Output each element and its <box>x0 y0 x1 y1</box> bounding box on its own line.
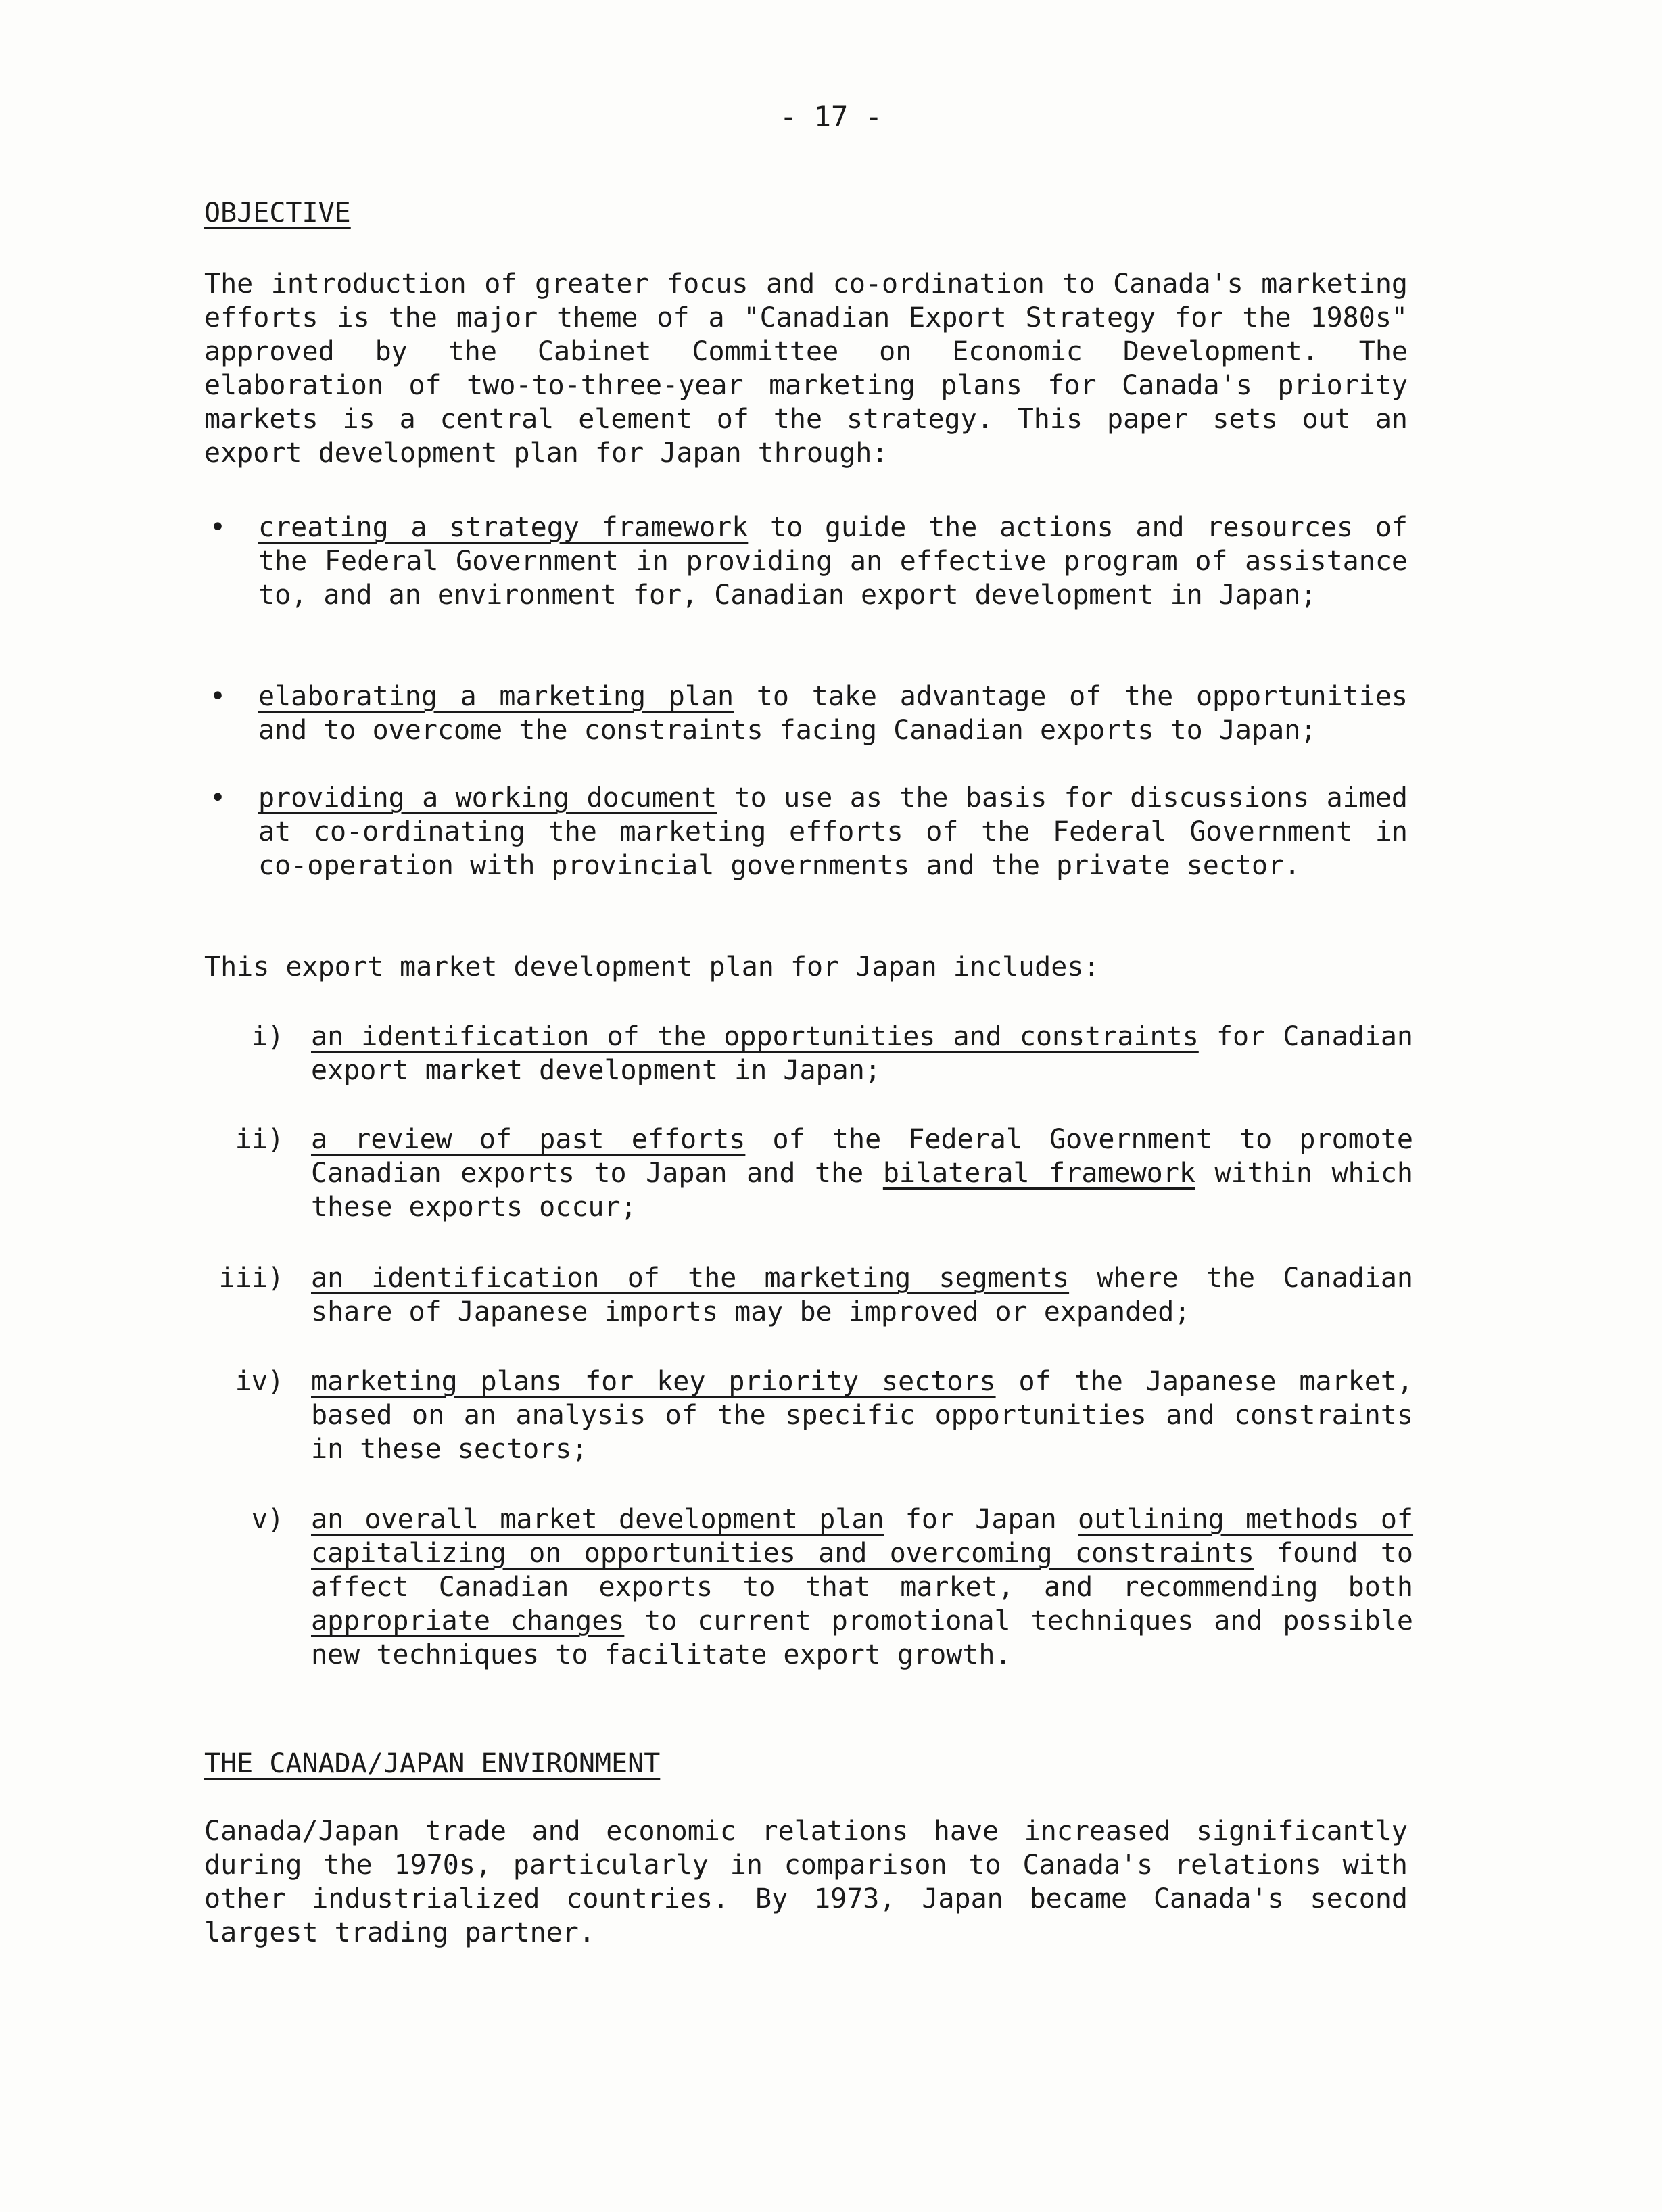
bullet-marker: • <box>210 512 227 543</box>
bullet-text <box>258 511 1408 612</box>
section-heading-environment: THE CANADA/JAPAN ENVIRONMENT <box>204 1748 661 1779</box>
underlined-phrase: outlining methods of capitalizing on opportunities and overcoming constraints <box>311 1504 1414 1569</box>
underlined-phrase: providing a working document <box>258 782 717 814</box>
bullet-body: to guide the actions and resources of the Federal Government in providing an effective program of assistance to, and an environment for, Canadian export development in Japan; <box>258 512 1408 611</box>
item-marker: iv) <box>235 1366 284 1397</box>
item-text <box>311 1365 1413 1466</box>
item-body: for Canadian export market development in Japan; <box>311 1021 1413 1086</box>
item-body: for Japan <box>884 1504 1078 1535</box>
underlined-phrase: elaborating a marketing plan <box>258 681 734 712</box>
item-marker: i) <box>251 1021 284 1052</box>
includes-intro: This export market development plan for Japan includes: <box>204 951 1100 983</box>
bullet-marker: • <box>210 782 227 814</box>
item-marker: v) <box>251 1504 284 1535</box>
underlined-phrase: an identification of the opportunities and constraints <box>311 1021 1199 1052</box>
item-text <box>311 1503 1413 1672</box>
item-body: found to affect Canadian exports to that market, and recommending both <box>311 1538 1413 1603</box>
item-body: of the Federal Government to promote Canadian exports to Japan and the <box>311 1124 1414 1189</box>
page-number: - 17 - <box>780 100 882 133</box>
bullet-body: to use as the basis for discussions aimed at co-ordinating the marketing efforts of the Federal Government in co-operation with provincial governments and the private sector. <box>258 782 1408 881</box>
environment-paragraph: Canada/Japan trade and economic relations have increased significantly during the 1970s, particularly in comparison to Canada's relations with other industrialized countries. By 1973, Japan became Canada's second largest trading partner. <box>204 1816 1408 1948</box>
bullet-text <box>258 680 1408 747</box>
bullet-marker: • <box>210 681 227 712</box>
item-marker: ii) <box>235 1124 284 1155</box>
item-body: to current promotional techniques and possible new techniques to facilitate export growth. <box>311 1605 1413 1670</box>
underlined-phrase: an identification of the marketing segments <box>311 1263 1070 1294</box>
objective-paragraph: The introduction of greater focus and co-ordination to Canada's marketing efforts is the major theme of a "Canadian Export Strategy for the 1980s" approved by the Cabinet Committee on Economic Development. The elaboration of two-to-three-year marketing plans for Canada's priority markets is a central element of the strategy. This paper sets out an export development plan for Japan through: <box>204 268 1408 469</box>
underlined-phrase: a review of past efforts <box>311 1124 746 1155</box>
underlined-phrase: marketing plans for key priority sectors <box>311 1366 996 1397</box>
item-body: within which these exports occur; <box>311 1158 1414 1223</box>
item-body: of the Japanese market, based on an analysis of the specific opportunities and constraints in these sectors; <box>311 1366 1414 1465</box>
item-text <box>311 1020 1413 1087</box>
item-text <box>311 1261 1413 1329</box>
underlined-phrase: bilateral framework <box>882 1158 1195 1189</box>
section-heading-objective: OBJECTIVE <box>204 197 351 229</box>
bullet-text <box>258 781 1408 883</box>
underlined-phrase: an overall market development plan <box>311 1504 884 1535</box>
item-text <box>311 1123 1413 1224</box>
bullet-body: to take advantage of the opportunities and to overcome the constraints facing Canadian exports to Japan; <box>258 681 1408 746</box>
underlined-phrase: appropriate changes <box>311 1605 625 1637</box>
item-marker: iii) <box>218 1263 284 1294</box>
item-body: where the Canadian share of Japanese imports may be improved or expanded; <box>311 1263 1413 1327</box>
underlined-phrase: creating a strategy framework <box>258 512 749 543</box>
